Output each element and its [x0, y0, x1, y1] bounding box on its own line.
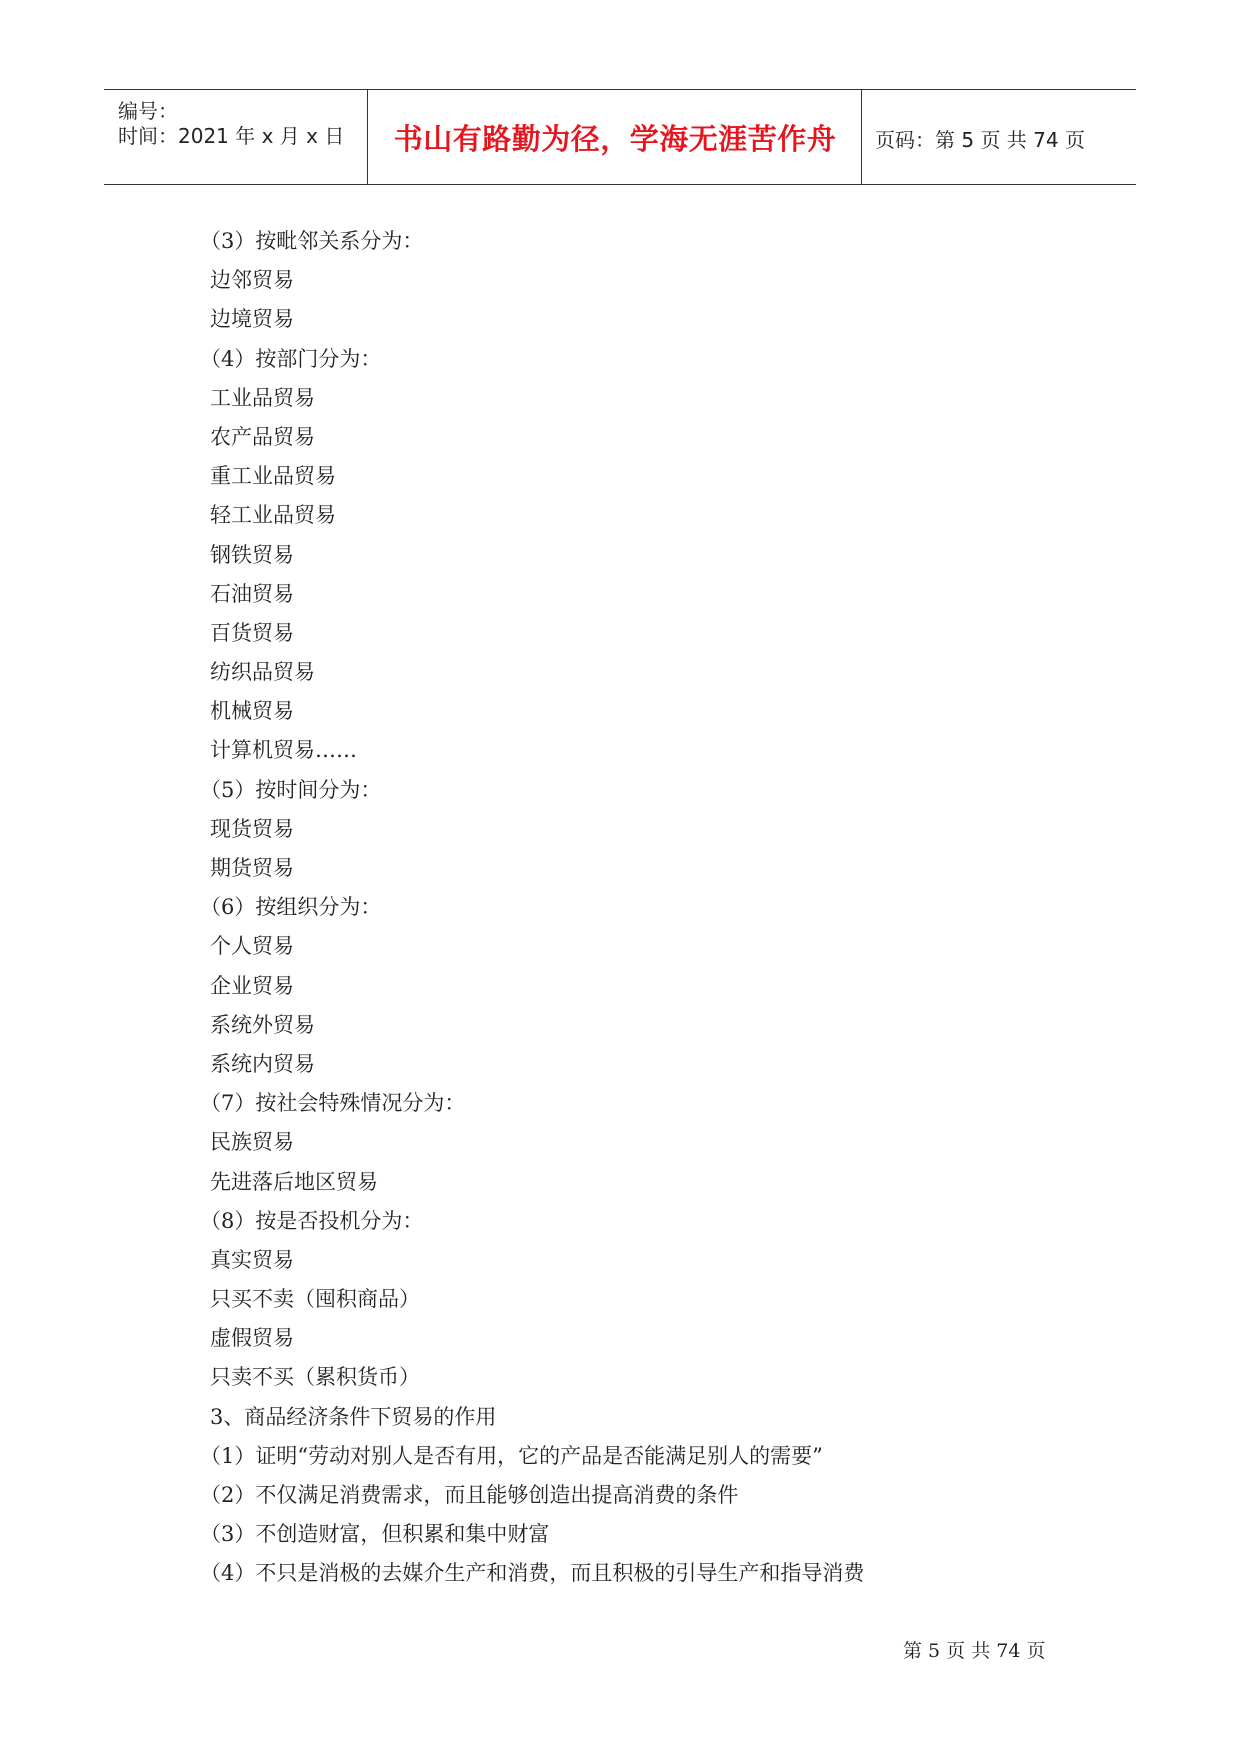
text-line: （7）按社会特殊情况分为：	[200, 1091, 466, 1116]
text-line: 计算机贸易……	[210, 738, 357, 763]
document-body	[200, 222, 1110, 1594]
text-line: 只卖不买（累积货币）	[210, 1365, 420, 1390]
page-header	[104, 89, 1136, 185]
text-line: （8）按是否投机分为：	[200, 1208, 424, 1233]
text-line: （1）证明“劳动对别人是否有用，它的产品是否能满足别人的需要”	[200, 1443, 823, 1468]
page-footer: 第 5 页 共 74 页	[903, 1640, 1046, 1662]
header-motto: 书山有路勤为径，学海无涯苦作舟	[393, 122, 837, 156]
text-line: 机械贸易	[210, 699, 294, 724]
text-line: （5）按时间分为：	[200, 777, 382, 802]
text-line: 民族贸易	[210, 1130, 294, 1155]
header-info-cell	[104, 90, 368, 184]
text-line: 期货贸易	[210, 856, 294, 880]
text-line: 工业品贸易	[210, 385, 315, 410]
text-line: （4）不只是消极的去媒介生产和消费，而且积极的引导生产和指导消费	[200, 1561, 865, 1586]
text-line: （3）按毗邻关系分为：	[200, 229, 424, 253]
text-line: 现货贸易	[210, 816, 294, 841]
header-motto-cell	[369, 90, 862, 184]
header-page-cell	[863, 90, 1136, 184]
text-line: （4）按部门分为：	[200, 346, 382, 371]
text-line: 纺织品贸易	[210, 660, 315, 685]
text-line: 先进落后地区贸易	[210, 1169, 378, 1194]
header-page-code: 页码：第 5 页 共 74 页	[875, 128, 1085, 152]
text-line: 真实贸易	[210, 1247, 294, 1272]
text-line: 钢铁贸易	[210, 542, 294, 567]
text-line: （2）不仅满足消费需求，而且能够创造出提高消费的条件	[200, 1483, 739, 1507]
text-line: 只买不卖（囤积商品）	[210, 1287, 420, 1312]
text-line: 虚假贸易	[210, 1326, 294, 1351]
text-line: 石油贸易	[210, 581, 294, 606]
text-line: 3、商品经济条件下贸易的作用	[210, 1404, 497, 1429]
text-line: 边邻贸易	[210, 268, 294, 293]
text-line: 轻工业品贸易	[210, 503, 336, 528]
document-number-label: 编号：	[118, 99, 178, 123]
document-time-label: 时间：2021 年 x 月 x 日	[118, 124, 345, 148]
text-line: （3）不创造财富，但积累和集中财富	[200, 1522, 550, 1547]
text-line: 百货贸易	[210, 620, 294, 645]
text-line: 边境贸易	[210, 307, 294, 332]
text-line: 重工业品贸易	[210, 464, 336, 489]
text-line: 农产品贸易	[210, 424, 315, 449]
text-line: 系统外贸易	[210, 1012, 315, 1037]
text-line: 系统内贸易	[210, 1051, 315, 1076]
text-line: （6）按组织分为：	[200, 895, 382, 920]
text-line: 企业贸易	[210, 973, 294, 998]
text-line: 个人贸易	[210, 934, 294, 959]
